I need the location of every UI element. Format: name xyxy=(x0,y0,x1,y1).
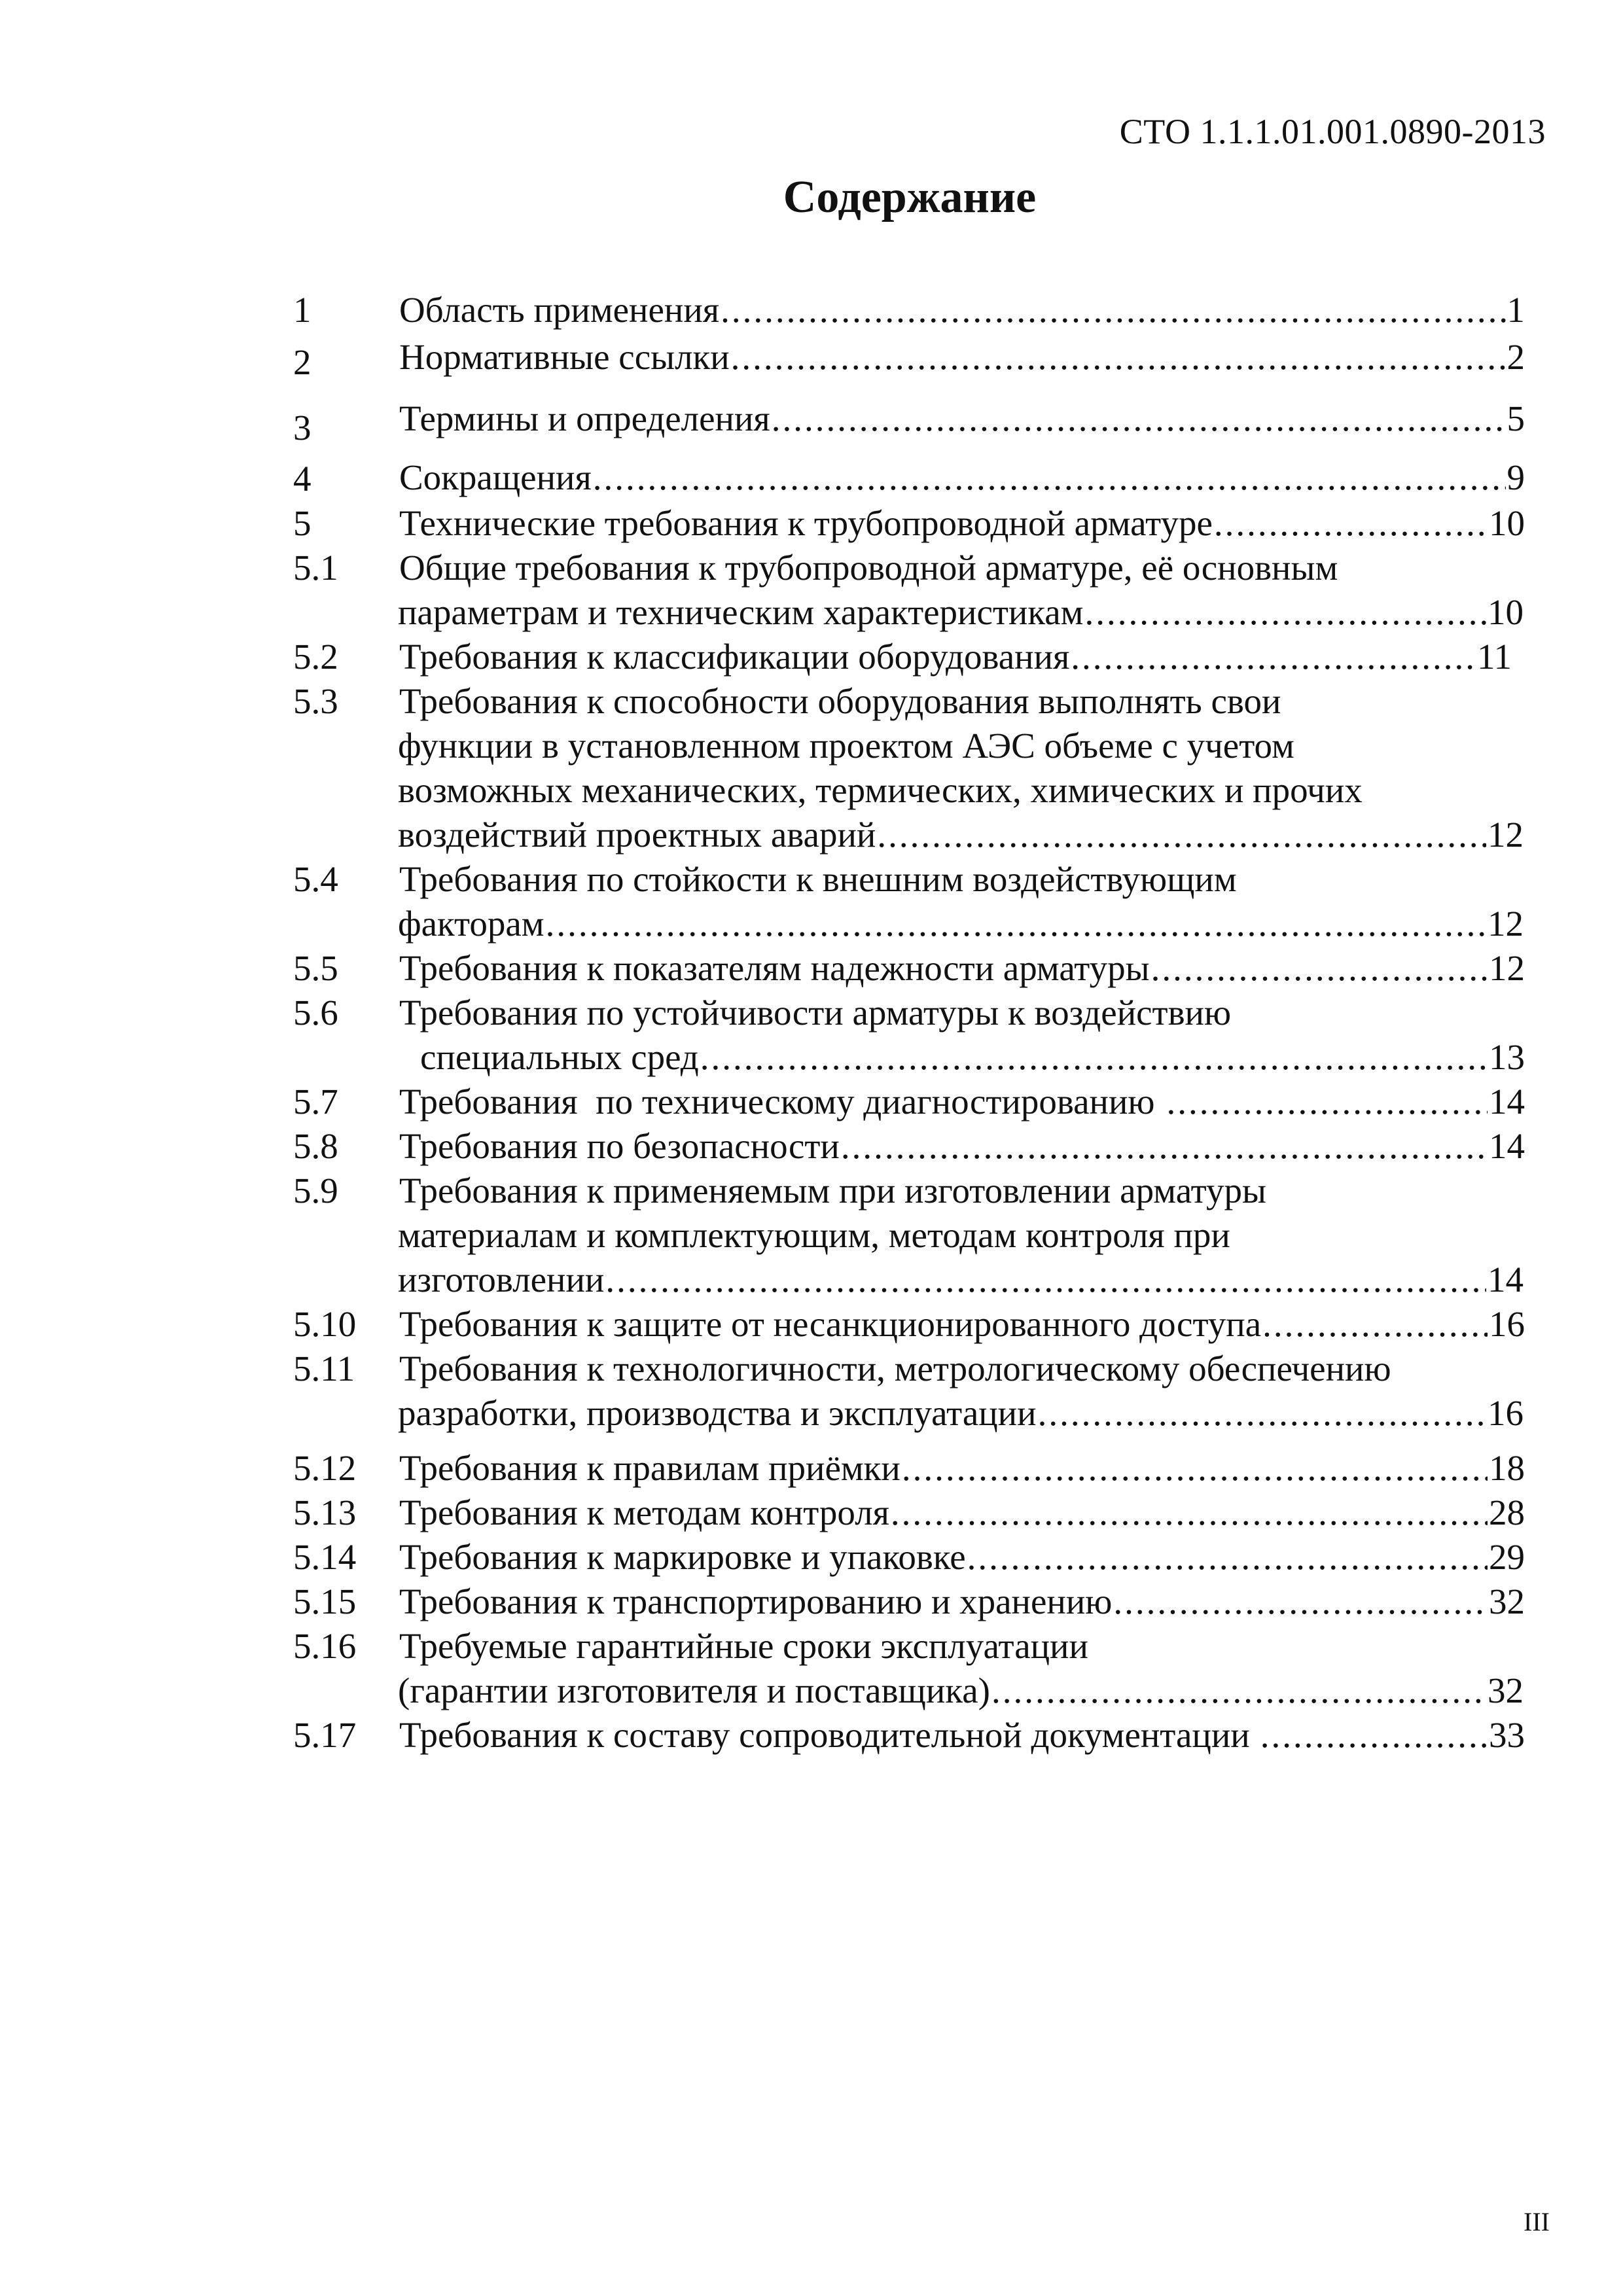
toc-title: факторам xyxy=(398,904,544,944)
toc-page: 29 xyxy=(1489,1537,1525,1577)
toc-entry[interactable] xyxy=(399,1713,1525,1757)
toc-title: Требования по устойчивости арматуры к воздействию xyxy=(399,993,1232,1033)
toc-page: 28 xyxy=(1489,1492,1525,1532)
toc-title: Требования к транспортированию и хранению xyxy=(399,1581,1113,1621)
toc-entry[interactable] xyxy=(399,1580,1525,1624)
toc-entry-continuation[interactable] xyxy=(420,1035,1525,1080)
toc-number: 5.3 xyxy=(293,681,338,721)
toc-page: 10 xyxy=(1489,503,1525,543)
toc-entry-continuation[interactable] xyxy=(398,590,1524,635)
toc-number: 5.12 xyxy=(293,1448,357,1488)
toc-entry[interactable] xyxy=(399,1624,1525,1669)
toc-page: 32 xyxy=(1488,1670,1524,1710)
toc-entry[interactable] xyxy=(399,546,1525,590)
toc-entry[interactable] xyxy=(399,679,1525,724)
toc-title: специальных сред xyxy=(420,1037,699,1077)
toc-title: Технические требования к трубопроводной арматуре xyxy=(399,503,1213,543)
toc-title: Требования к защите от несанкционированного доступа xyxy=(399,1304,1262,1344)
toc-number: 5.14 xyxy=(293,1537,357,1577)
toc-page: 9 xyxy=(1507,457,1525,497)
toc-number: 2 xyxy=(293,342,312,382)
toc-number: 5.2 xyxy=(293,637,338,677)
toc-entry-continuation[interactable] xyxy=(398,768,1524,813)
toc-title: разработки, производства и эксплуатации xyxy=(398,1393,1037,1433)
toc-entry[interactable] xyxy=(399,288,1525,332)
toc-entry[interactable] xyxy=(399,857,1525,902)
toc-entry-continuation[interactable] xyxy=(398,724,1524,768)
toc-title: Требования по стойкости к внешним воздействующим xyxy=(399,859,1237,899)
toc-page: 18 xyxy=(1489,1448,1525,1488)
toc-entry-continuation[interactable] xyxy=(398,1258,1524,1302)
toc-number: 5.16 xyxy=(293,1626,357,1666)
toc-title: Требуемые гарантийные сроки эксплуатации xyxy=(399,1626,1088,1666)
toc-page: 12 xyxy=(1488,904,1524,944)
toc-page: 14 xyxy=(1488,1260,1524,1299)
toc-title: Сокращения xyxy=(399,457,592,497)
toc-entry[interactable] xyxy=(399,1124,1525,1169)
document-code: СТО 1.1.1.01.001.0890-2013 xyxy=(1119,112,1546,151)
toc-number: 5.11 xyxy=(293,1349,355,1388)
toc-title: Требования к составу сопроводительной документации xyxy=(399,1715,1250,1755)
toc-title: Требования к применяемым при изготовлении арматуры xyxy=(399,1171,1266,1210)
toc-page: 2 xyxy=(1507,337,1525,377)
toc-entry[interactable] xyxy=(399,1080,1525,1124)
toc-entry[interactable] xyxy=(399,635,1512,679)
toc-entry[interactable] xyxy=(399,946,1525,991)
toc-number: 5.8 xyxy=(293,1126,338,1166)
page-number: III xyxy=(1524,2207,1550,2236)
toc-title: Требования к технологичности, метрологическому обеспечению xyxy=(399,1349,1391,1388)
toc-title: (гарантии изготовителя и поставщика) xyxy=(398,1670,990,1710)
toc-title: Требования к показателям надежности арматуры xyxy=(399,948,1150,988)
toc-title: Общие требования к трубопроводной арматуре, её основным xyxy=(399,548,1338,588)
toc-entry[interactable] xyxy=(399,1302,1525,1347)
toc-title: Термины и определения xyxy=(399,398,770,438)
toc-number: 5.9 xyxy=(293,1171,338,1210)
toc-number: 5.1 xyxy=(293,548,338,588)
toc-entry[interactable] xyxy=(399,1491,1525,1535)
toc-number: 5.7 xyxy=(293,1082,338,1122)
toc-title: Требования к способности оборудования выполнять свои xyxy=(399,681,1281,721)
toc-page: 13 xyxy=(1489,1037,1525,1077)
toc-title: функции в установленном проектом АЭС объеме с учетом xyxy=(398,726,1294,766)
toc-entry-continuation[interactable] xyxy=(398,1391,1524,1436)
toc-page: 14 xyxy=(1489,1082,1525,1122)
toc-number: 1 xyxy=(293,290,312,330)
toc-number: 5.17 xyxy=(293,1715,357,1755)
toc-entry[interactable] xyxy=(399,501,1525,546)
page-title: Содержание xyxy=(783,172,1037,222)
toc-page: 11 xyxy=(1477,637,1512,677)
toc-number: 5.6 xyxy=(293,993,338,1033)
toc-title: Требования по техническому диагностированию xyxy=(399,1082,1155,1122)
toc-title: Требования к правилам приёмки xyxy=(399,1448,901,1488)
toc-page: 16 xyxy=(1488,1393,1524,1433)
toc-page: 32 xyxy=(1489,1581,1525,1621)
toc-entry[interactable] xyxy=(399,455,1525,500)
toc-title: материалам и комплектующим, методам контроля при xyxy=(398,1215,1230,1255)
toc-page: 12 xyxy=(1488,815,1524,855)
toc-title: параметрам и техническим характеристикам xyxy=(398,592,1084,632)
toc-title: Требования к классификации оборудования xyxy=(399,637,1070,677)
toc-title: возможных механических, термических, химических и прочих xyxy=(398,770,1363,810)
toc-entry[interactable] xyxy=(399,1535,1525,1580)
toc-entry[interactable] xyxy=(399,991,1525,1035)
toc-number: 5.4 xyxy=(293,859,338,899)
toc-title: изготовлении xyxy=(398,1260,605,1299)
toc-title: воздействий проектных аварий xyxy=(398,815,876,855)
toc-page: 16 xyxy=(1489,1304,1525,1344)
toc-entry-continuation[interactable] xyxy=(398,813,1524,857)
toc-page: 12 xyxy=(1489,948,1525,988)
toc-page: 33 xyxy=(1489,1715,1525,1755)
toc-entry[interactable] xyxy=(399,1446,1525,1491)
toc-number: 5.5 xyxy=(293,948,338,988)
toc-entry[interactable] xyxy=(399,335,1525,380)
toc-page: 1 xyxy=(1507,290,1525,330)
toc-entry[interactable] xyxy=(399,1347,1525,1391)
toc-page: 10 xyxy=(1488,592,1524,632)
toc-entry-continuation[interactable] xyxy=(398,1213,1524,1258)
toc-number: 3 xyxy=(293,408,312,448)
toc-page: 5 xyxy=(1507,398,1525,438)
toc-title: Требования к методам контроля xyxy=(399,1492,889,1532)
toc-page: 14 xyxy=(1489,1126,1525,1166)
toc-entry-continuation[interactable] xyxy=(398,1669,1524,1713)
toc-entry-continuation[interactable] xyxy=(398,902,1524,946)
toc-entry[interactable] xyxy=(399,397,1525,441)
toc-number: 5.10 xyxy=(293,1304,357,1344)
toc-entry[interactable] xyxy=(399,1169,1525,1213)
toc-number: 5 xyxy=(293,503,312,543)
toc-number: 5.13 xyxy=(293,1492,357,1532)
toc-title: Требования по безопасности xyxy=(399,1126,840,1166)
toc-number: 5.15 xyxy=(293,1581,357,1621)
toc-title: Область применения xyxy=(399,290,720,330)
toc-title: Требования к маркировке и упаковке xyxy=(399,1537,966,1577)
toc-number: 4 xyxy=(293,459,312,499)
toc-title: Нормативные ссылки xyxy=(399,337,730,377)
